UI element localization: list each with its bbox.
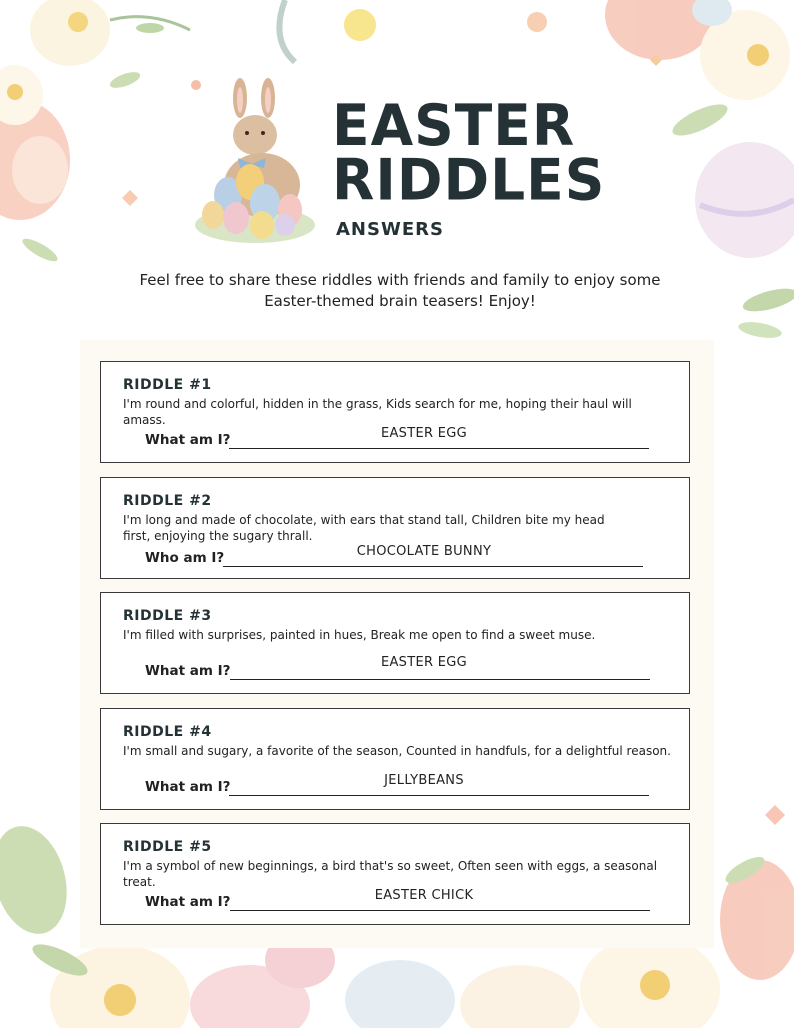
page-title bbox=[332, 92, 606, 213]
riddle-card-2 bbox=[100, 477, 690, 579]
riddle-title: RIDDLE #2 bbox=[123, 493, 212, 509]
answer-line bbox=[223, 566, 643, 567]
answer-line bbox=[229, 448, 649, 449]
riddle-card-5 bbox=[100, 823, 690, 925]
answer-line bbox=[229, 795, 649, 796]
question-label: What am I? bbox=[145, 894, 231, 910]
intro-text: Feel free to share these riddles with friends and family to enjoy some Easter-themed brain teasers! Enjoy! bbox=[139, 271, 661, 310]
riddle-card-4 bbox=[100, 708, 690, 810]
riddle-text: I'm round and colorful, hidden in the grass, Kids search for me, hoping their haul will amass. bbox=[123, 397, 632, 427]
answer-line bbox=[230, 910, 650, 911]
page-subtitle: ANSWERS bbox=[336, 219, 444, 240]
riddle-text: I'm long and made of chocolate, with ears that stand tall, Children bite my head first, enjoying the sugary thrall. bbox=[123, 513, 605, 543]
answer-text: EASTER EGG bbox=[380, 655, 468, 670]
answer-text: CHOCOLATE BUNNY bbox=[356, 544, 492, 559]
riddle-title: RIDDLE #3 bbox=[123, 608, 212, 624]
riddle-text: I'm filled with surprises, painted in hues, Break me open to find a sweet muse. bbox=[123, 628, 596, 642]
answer-text: EASTER CHICK bbox=[374, 888, 474, 903]
title-line-2: RIDDLES bbox=[332, 146, 606, 213]
riddle-text: I'm small and sugary, a favorite of the season, Counted in handfuls, for a delightful reason. bbox=[123, 744, 671, 758]
riddle-text: I'm a symbol of new beginnings, a bird that's so sweet, Often seen with eggs, a seasonal treat. bbox=[123, 859, 658, 889]
question-label: What am I? bbox=[145, 663, 231, 679]
bunny-illustration bbox=[195, 78, 315, 243]
question-label: What am I? bbox=[145, 779, 231, 795]
riddle-title: RIDDLE #4 bbox=[123, 724, 212, 740]
answer-line bbox=[230, 679, 650, 680]
question-label: What am I? bbox=[145, 432, 231, 448]
title-line-1: EASTER bbox=[332, 92, 576, 159]
riddle-card-3 bbox=[100, 592, 690, 694]
answer-text: JELLYBEANS bbox=[384, 773, 464, 788]
riddle-title: RIDDLE #1 bbox=[123, 377, 212, 393]
answer-text: EASTER EGG bbox=[380, 426, 468, 441]
question-label: Who am I? bbox=[145, 550, 225, 566]
riddle-title: RIDDLE #5 bbox=[123, 839, 212, 855]
riddle-card-1 bbox=[100, 361, 690, 463]
